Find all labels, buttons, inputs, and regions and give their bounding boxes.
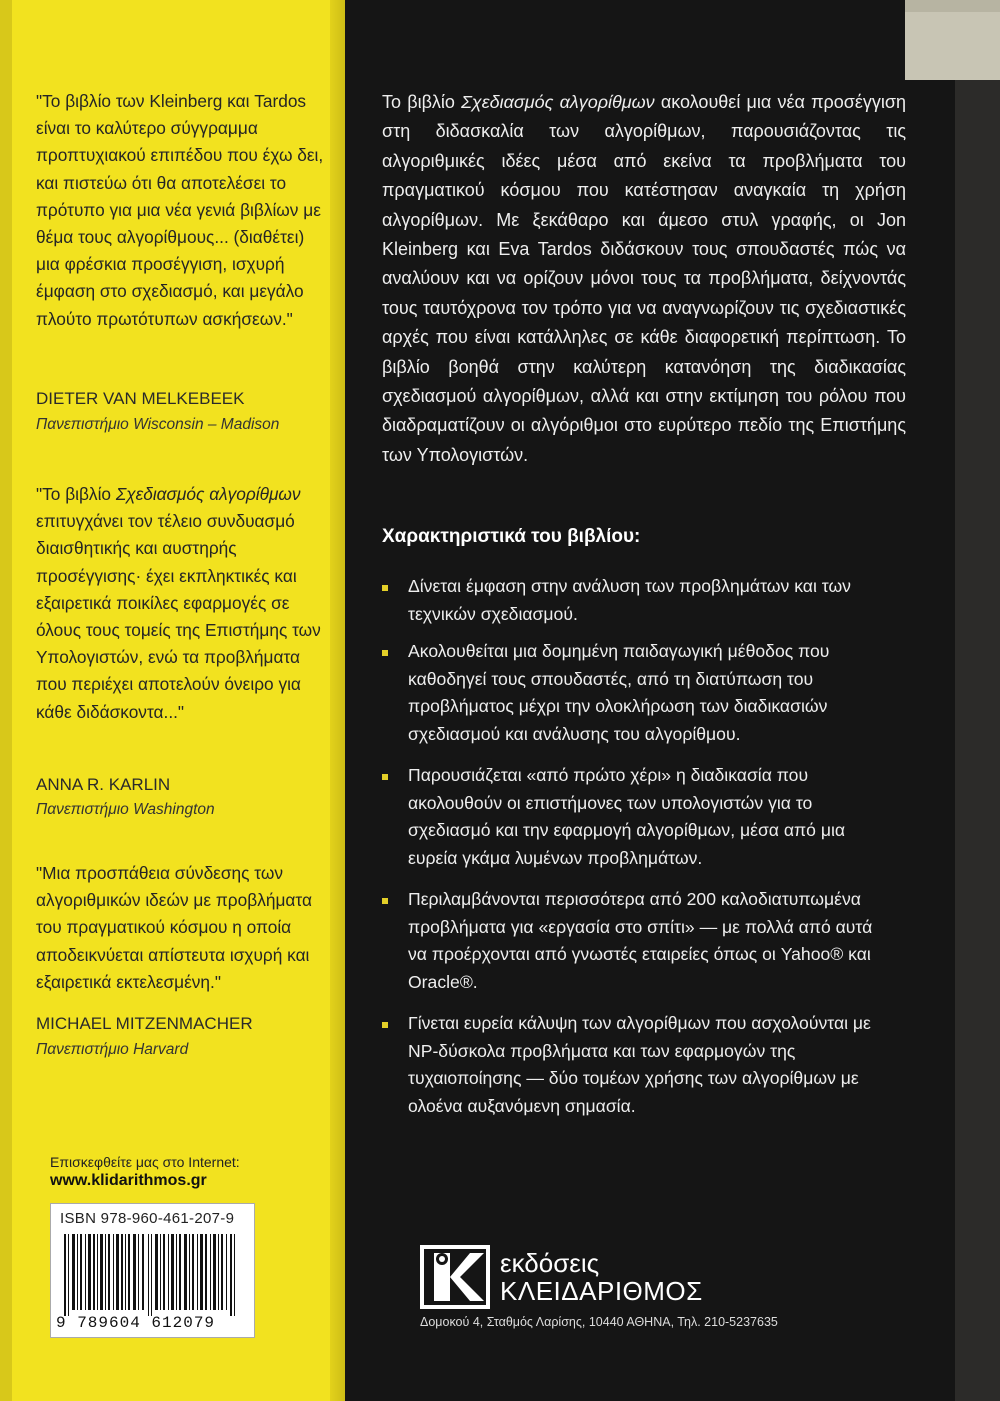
quote-2-author: ANNA R. KARLIN [36, 775, 171, 794]
feature-item [382, 762, 894, 872]
features-heading: Χαρακτηριστικά του βιβλίου: [382, 526, 641, 547]
description-rest: ακολουθεί μια νέα προσέγγιση στη διδασκαλία των αλγορίθμων, παρουσιάζοντας τις αλγοριθμικές ιδέες μέσα από εκείνα τα προβλήματα του πραγματικού κόσμου που κατέστησαν αναγκαία τη χρήση αλγορίθμων. Με ξεκάθαρο και άμεσο στυλ γραφής, οι Jon Kleinberg και Eva Tardos διδάσκουν τους σπουδαστές πώς να αναλύουν και να ορίζουν μόνοι τους τα προβλήματα, δείχνοντάς τους ταυτόχρονα τον τρόπο για να αναγνωρίζουν τις σχεδιαστικές αρχές που είναι κατάλληλες σε κάθε διαφορετική περίπτωση. Το βιβλίο βοηθά στην καλύτερη κατανόηση της διαδικασίας σχεδιασμού αλγορίθμων, αλλά και στην εκτίμηση του ρόλου που διαδραματίζουν οι αλγόριθμοι στο ευρύτερο πεδίο της Επιστήμης των Υπολογιστών. [382, 92, 906, 465]
quote-1 [36, 88, 332, 333]
quote-2-prefix: "Το βιβλίο [36, 484, 116, 504]
quote-2-rest: επιτυγχάνει τον τέλειο συνδυασμό διαισθητικής και αυστηρής προσέγγισης· έχει εκπληκτικές και εξαιρετικά ποικίλες εφαρμογές σε όλους τους τομείς της Επιστήμης των Υπολογιστών, ενώ τα προβλήματα που περιέχει αποτελούν όνειρο για κάθε διδάσκοντα..." [36, 511, 321, 722]
feature-text: Γίνεται ευρεία κάλυψη των αλγορίθμων που ασχολούνται με NP-δύσκολα προβλήματα και των εφαρμογών της τυχαιοποίησης — δύο τομέων χρήσης των αλγορίθμων με ολοένα αυξανόμενη σημασία. [408, 1013, 871, 1116]
quote-2 [36, 481, 332, 726]
description-text [382, 88, 906, 470]
bullet-square-icon [382, 650, 388, 656]
feature-item [382, 573, 894, 628]
quote-3-affiliation: Πανεπιστήμιο Harvard [36, 1041, 189, 1058]
barcode-icon [64, 1234, 239, 1316]
isbn-number: ISBN 978-960-461-207-9 [60, 1210, 235, 1227]
feature-text: Δίνεται έμφαση στην ανάλυση των προβλημάτων και των τεχνικών σχεδιασμού. [408, 576, 851, 624]
bullet-square-icon [382, 774, 388, 780]
quote-2-book-title: Σχεδιασμός αλγορίθμων [115, 484, 301, 504]
barcode-digits: 9 789604 612079 [56, 1314, 216, 1332]
website-label: Επισκεφθείτε μας στο Internet: [50, 1154, 240, 1170]
feature-item [382, 886, 894, 996]
quote-1-text: "Το βιβλίο των Kleinberg και Tardos είναι το καλύτερο σύγγραμμα προπτυχιακού επιπέδου που έχω δει, και πιστεύω ότι θα αποτελέσει το πρότυπο για μια νέα γενιά βιβλίων με θέμα τους αλγορίθμους... (διαθέτει) μια φρέσκια προσέγγιση, ισχυρή έμφαση στο σχεδιασμό, και μεγάλο πλούτο πρωτότυπων ασκήσεων." [36, 91, 324, 329]
feature-text: Παρουσιάζεται «από πρώτο χέρι» η διαδικασία που ακολουθούν οι επιστήμονες των υπολογιστών για το σχεδιασμό και την εφαρμογή αλγορίθμων, μέσα από μια ευρεία γκάμα λυμένων προβλημάτων. [408, 765, 846, 868]
feature-item [382, 638, 894, 748]
cover-edge [955, 0, 1000, 1401]
publisher-label: εκδόσεις [500, 1248, 600, 1278]
bullet-square-icon [382, 585, 388, 591]
quote-1-affiliation: Πανεπιστήμιο Wisconsin – Madison [36, 416, 280, 433]
feature-text: Περιλαμβάνονται περισσότερα από 200 καλοδιατυπωμένα προβλήματα για «εργασία στο σπίτι» — με πολλά από αυτά να προέρχονται από γνωστές εταιρείες όπως οι Yahoo® και Oracle®. [408, 889, 873, 992]
description-prefix: Το βιβλίο [382, 92, 462, 112]
website-url[interactable]: www.klidarithmos.gr [50, 1172, 207, 1189]
feature-text: Ακολουθείται μια δομημένη παιδαγωγική μέθοδος που καθοδηγεί τους σπουδαστές, από τη διατύπωση του προβλήματος μέχρι την ολοκλήρωση των διαδικασιών σχεδιασμού και ανάλυσης του αλγορίθμου. [408, 641, 830, 744]
quote-1-author: DIETER VAN MELKEBEEK [36, 389, 245, 408]
description [382, 88, 906, 470]
quote-3-text: "Μια προσπάθεια σύνδεσης των αλγοριθμικών ιδεών με προβλήματα του πραγματικού κόσμου η οποία αποδεικνύεται απίστευτα ισχυρή και εξαιρετικά εκτελεσμένη." [36, 863, 312, 992]
publisher-name: ΚΛΕΙΔΑΡΙΘΜΟΣ [500, 1276, 703, 1306]
description-book-title: Σχεδιασμός αλγορίθμων [461, 92, 655, 112]
quote-3 [36, 860, 332, 996]
quote-3-author: MICHAEL MITZENMACHER [36, 1014, 253, 1033]
page-tab-edge [905, 0, 1000, 12]
publisher-address: Δομοκού 4, Σταθμός Λαρίσης, 10440 ΑΘΗΝΑ, Τηλ. 210-5237635 [420, 1315, 778, 1329]
quote-2-text [36, 481, 332, 726]
quote-2-affiliation: Πανεπιστήμιο Washington [36, 801, 215, 818]
spine-edge [0, 0, 12, 1401]
page-tab [905, 0, 1000, 80]
publisher-logo-icon [420, 1245, 490, 1309]
bullet-square-icon [382, 1022, 388, 1028]
bullet-square-icon [382, 898, 388, 904]
feature-item [382, 1010, 894, 1120]
